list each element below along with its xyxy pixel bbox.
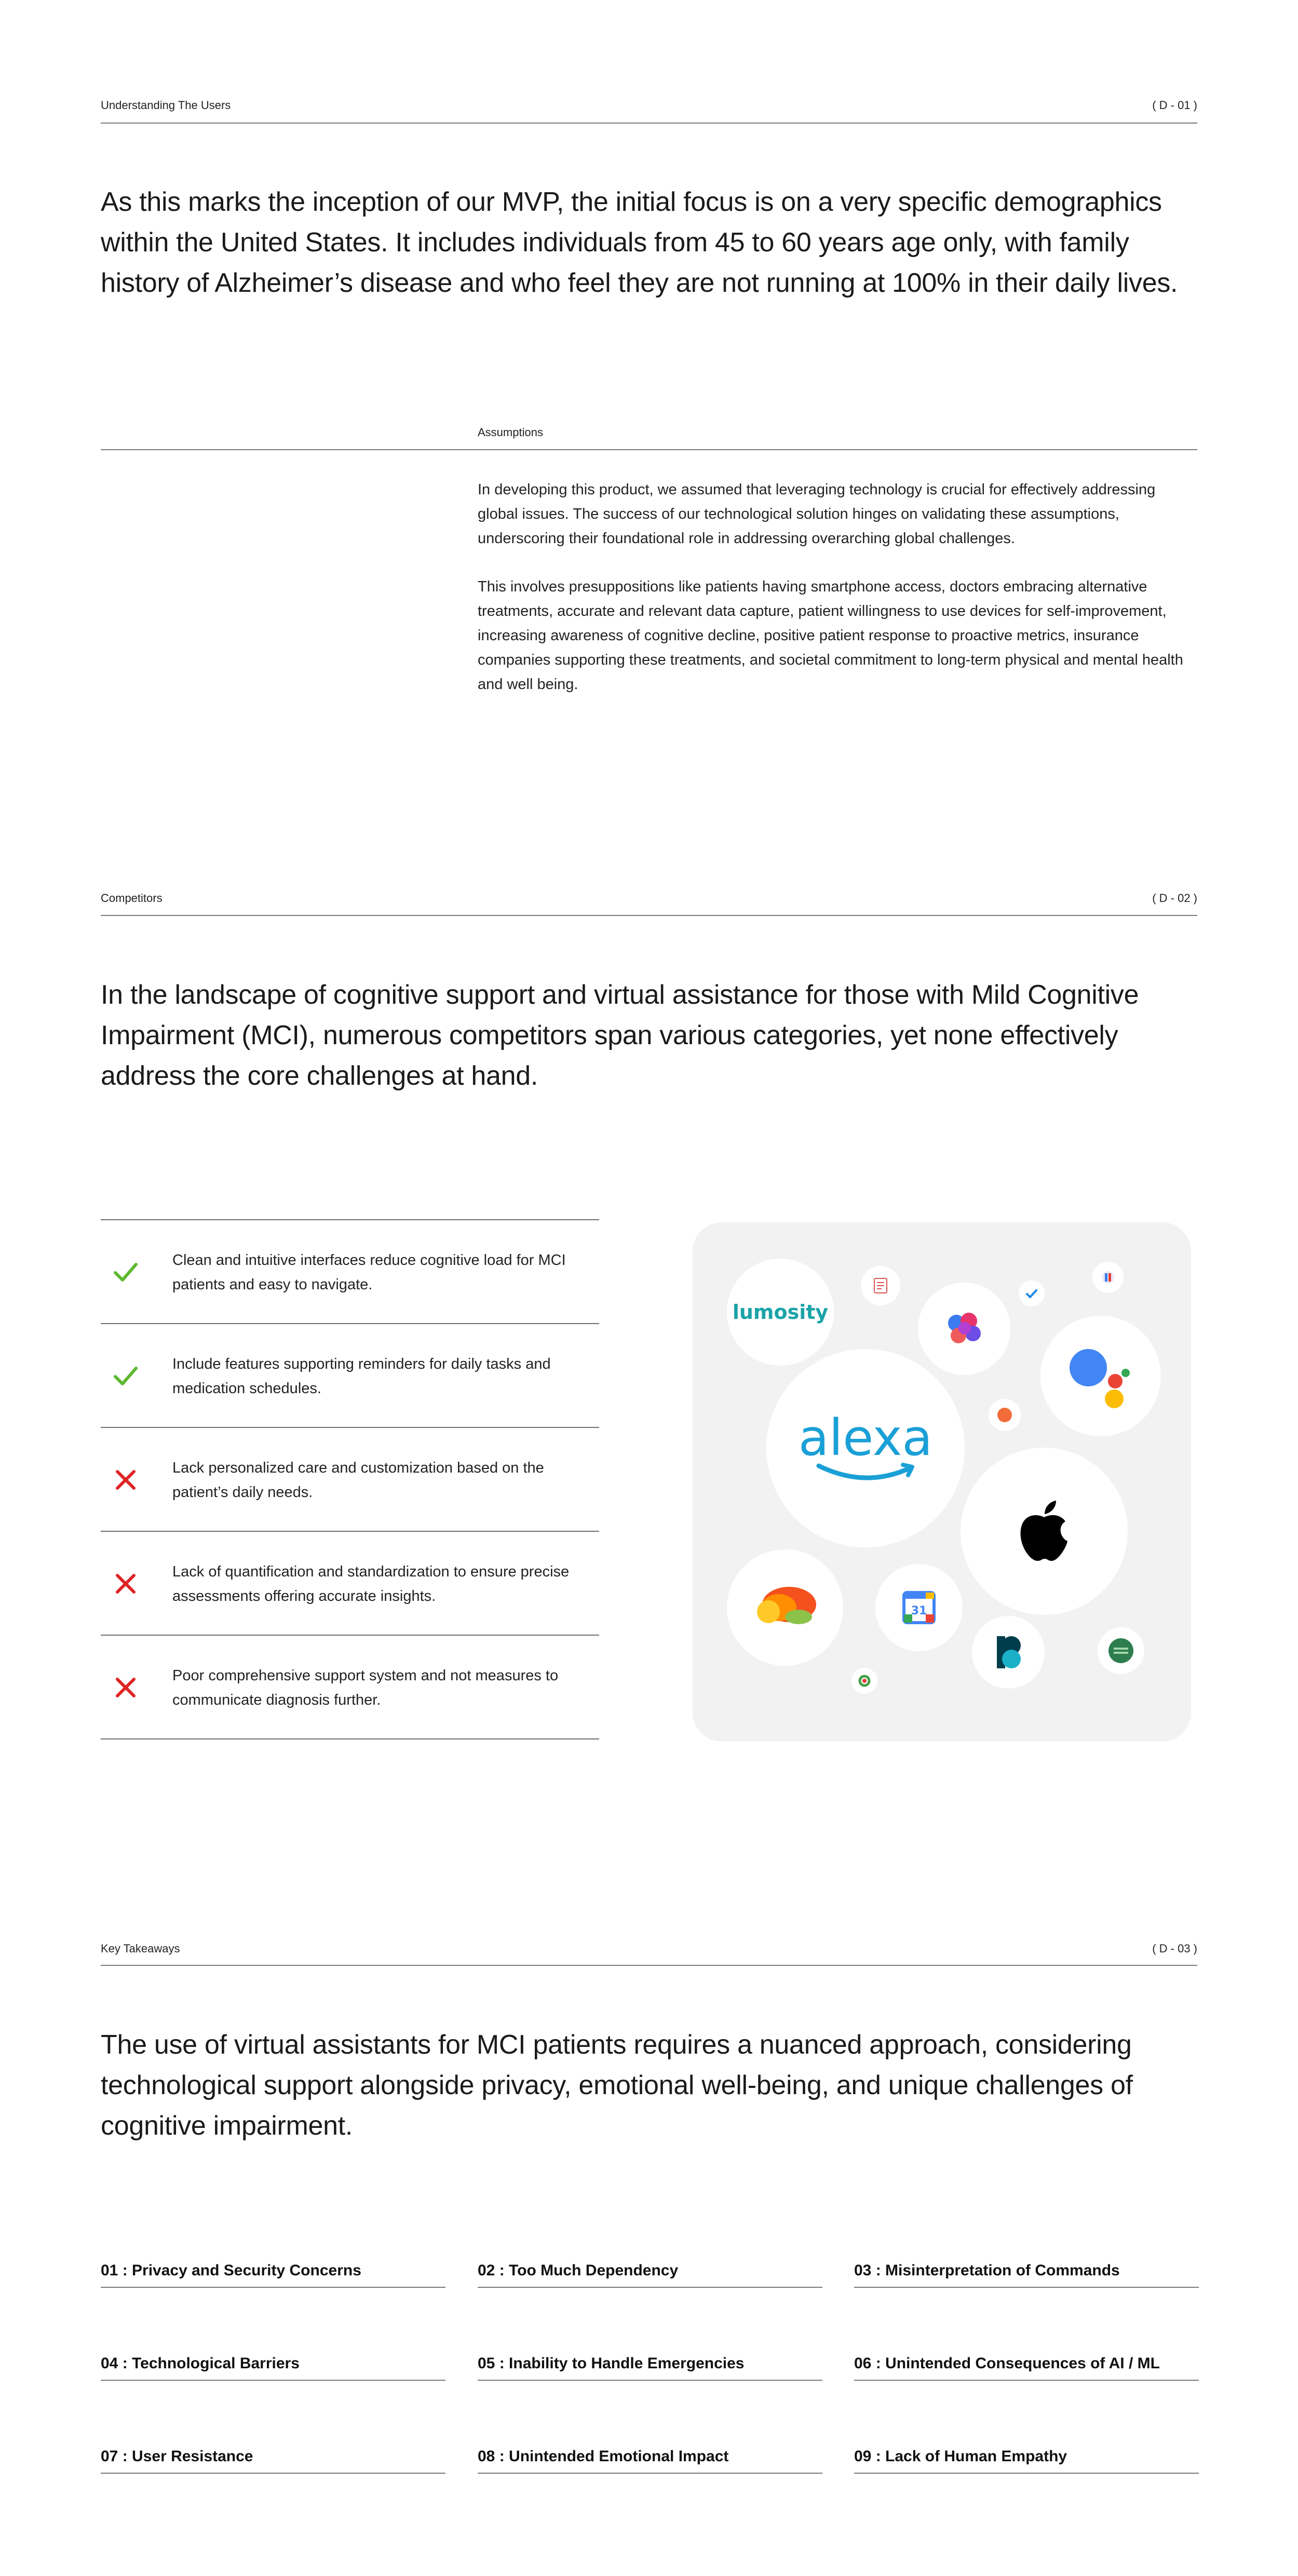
assumptions-paragraph-1: In developing this product, we assumed that leveraging technology is crucial for effectively addressing global issues. The success of our technological solution hinges on validating these assumptions, underscoring their foundational role in addressing overarching global challenges. bbox=[478, 481, 1156, 547]
takeaway-underline bbox=[478, 2380, 822, 2381]
tiny-app-logo bbox=[851, 1668, 877, 1694]
feature-row bbox=[101, 1323, 599, 1427]
takeaway-title: 01 : Privacy and Security Concerns bbox=[101, 2262, 361, 2279]
orange-dot-icon bbox=[996, 1406, 1013, 1424]
section-divider bbox=[101, 123, 1197, 124]
feature-text: Lack of quantification and standardization to ensure precise assessments offering accurate insights. bbox=[172, 1563, 570, 1604]
feature-row bbox=[101, 1635, 599, 1738]
green-badge-icon bbox=[1106, 1636, 1135, 1665]
takeaway-title: 05 : Inability to Handle Emergencies bbox=[478, 2355, 745, 2372]
takeaway-title: 03 : Misinterpretation of Commands bbox=[854, 2262, 1120, 2279]
colorful-brain-icon bbox=[749, 1582, 821, 1634]
takeaway-item bbox=[478, 2262, 822, 2280]
assumptions-label: Assumptions bbox=[478, 426, 543, 439]
takeaway-title: 07 : User Resistance bbox=[101, 2448, 253, 2465]
assumptions-divider bbox=[101, 449, 1197, 450]
takeaway-item bbox=[478, 2355, 822, 2372]
takeaway-item bbox=[478, 2448, 822, 2465]
alexa-logo bbox=[766, 1349, 965, 1547]
takeaway-item bbox=[101, 2262, 445, 2280]
takeaway-item bbox=[101, 2448, 445, 2465]
feature-divider bbox=[101, 1635, 599, 1636]
takeaway-title: 02 : Too Much Dependency bbox=[478, 2262, 679, 2279]
section-code-d01: ( D - 01 ) bbox=[1152, 99, 1197, 112]
takeaway-item bbox=[854, 2262, 1199, 2280]
feature-divider bbox=[101, 1531, 599, 1532]
calendar-day: 31 bbox=[911, 1604, 927, 1617]
feature-divider bbox=[101, 1323, 599, 1324]
section-code-d03: ( D - 03 ) bbox=[1152, 1942, 1197, 1955]
takeaway-underline bbox=[478, 2473, 822, 2474]
b-letter-icon bbox=[993, 1634, 1024, 1670]
cross-icon bbox=[112, 1466, 139, 1493]
feature-list-bottom-divider bbox=[101, 1738, 599, 1739]
google-assistant-logo bbox=[1040, 1316, 1161, 1436]
multicolor-icon bbox=[1099, 1269, 1117, 1286]
apple-icon bbox=[1016, 1498, 1073, 1565]
competitor-logo-panel bbox=[693, 1222, 1191, 1742]
takeaway-title: 06 : Unintended Consequences of AI / ML bbox=[854, 2355, 1160, 2372]
b-app-logo bbox=[972, 1616, 1045, 1689]
check-icon bbox=[112, 1363, 139, 1390]
takeaway-title: 08 : Unintended Emotional Impact bbox=[478, 2448, 729, 2465]
section-label-key-takeaways: Key Takeaways bbox=[101, 1942, 180, 1955]
takeaway-underline bbox=[854, 2380, 1199, 2381]
takeaway-underline bbox=[478, 2287, 822, 2288]
section-divider bbox=[101, 915, 1197, 916]
orange-app-logo bbox=[989, 1399, 1021, 1431]
takeaway-underline bbox=[854, 2287, 1199, 2288]
lumosity-wordmark: lumosity bbox=[732, 1301, 829, 1324]
assumptions-paragraph-2: This involves presuppositions like patients having smartphone access, doctors embracing alternative treatments, accurate and relevant data capture, patient willingness to use devices for self-improvement, increasing awareness of cognitive decline, positive patient response to proactive metrics, insurance companies supporting these treatments, and societal commitment to long-term physical and mental health and well being. bbox=[478, 578, 1183, 693]
section-code-d02: ( D - 02 ) bbox=[1152, 892, 1197, 905]
blue-check-icon bbox=[1024, 1286, 1039, 1301]
colorful-brain-logo bbox=[727, 1549, 843, 1666]
takeaway-underline bbox=[101, 2473, 445, 2474]
brain-app-logo bbox=[918, 1283, 1010, 1375]
section-divider bbox=[101, 1965, 1197, 1966]
takeaway-underline bbox=[854, 2473, 1199, 2474]
feature-divider bbox=[101, 1219, 599, 1220]
feature-text: Include features supporting reminders for daily tasks and medication schedules. bbox=[172, 1356, 551, 1397]
competitors-lead-paragraph: In the landscape of cognitive support and virtual assistance for those with Mild Cognitive Impairment (MCI), numerous competitors span various categories, yet none effectively address the core challenges at hand. bbox=[101, 980, 1139, 1091]
alexa-smile-icon bbox=[814, 1463, 917, 1483]
google-calendar-logo bbox=[875, 1564, 963, 1651]
takeaway-title: 04 : Technological Barriers bbox=[101, 2355, 300, 2372]
section-label-understanding-users: Understanding The Users bbox=[101, 99, 231, 112]
feature-divider bbox=[101, 1427, 599, 1428]
takeaway-underline bbox=[101, 2380, 445, 2381]
notes-icon bbox=[870, 1275, 891, 1296]
takeaway-title: 09 : Lack of Human Empathy bbox=[854, 2448, 1067, 2465]
google-assistant-icon bbox=[1059, 1334, 1142, 1418]
cross-icon bbox=[112, 1674, 139, 1701]
apple-logo bbox=[961, 1448, 1128, 1615]
feature-row bbox=[101, 1219, 599, 1323]
notes-app-logo bbox=[861, 1266, 900, 1305]
users-lead-paragraph: As this marks the inception of our MVP, the initial focus is on a very specific demographics within the United States. It includes individuals from 45 to 60 years age only, with family history of Alzheimer’s disease and who feel they are not running at 100% in their daily lives. bbox=[101, 187, 1178, 298]
alexa-wordmark-group bbox=[798, 1409, 933, 1483]
alexa-wordmark: alexa bbox=[798, 1409, 933, 1467]
cross-icon bbox=[112, 1570, 139, 1597]
small-app-logo bbox=[1092, 1262, 1124, 1293]
calendar-icon bbox=[902, 1590, 936, 1625]
section-label-competitors: Competitors bbox=[101, 892, 163, 905]
feature-row bbox=[101, 1531, 599, 1635]
brain-icon bbox=[941, 1305, 988, 1352]
takeaway-item bbox=[854, 2448, 1199, 2465]
feature-text: Poor comprehensive support system and not measures to communicate diagnosis further. bbox=[172, 1667, 559, 1708]
feature-text: Lack personalized care and customization based on the patient’s daily needs. bbox=[172, 1460, 544, 1501]
lumosity-logo bbox=[727, 1259, 834, 1366]
takeaway-item bbox=[854, 2355, 1199, 2372]
check-icon bbox=[112, 1259, 139, 1286]
takeaways-lead-paragraph: The use of virtual assistants for MCI patients requires a nuanced approach, considering technological support alongside privacy, emotional well-being, and unique challenges of cognitive impairment. bbox=[101, 2030, 1133, 2141]
ring-icon bbox=[858, 1674, 871, 1688]
takeaway-underline bbox=[101, 2287, 445, 2288]
green-app-logo bbox=[1098, 1627, 1144, 1674]
task-app-logo bbox=[1019, 1280, 1045, 1306]
feature-row bbox=[101, 1427, 599, 1531]
feature-text: Clean and intuitive interfaces reduce cognitive load for MCI patients and easy to navigate. bbox=[172, 1252, 566, 1293]
takeaway-item bbox=[101, 2355, 445, 2372]
